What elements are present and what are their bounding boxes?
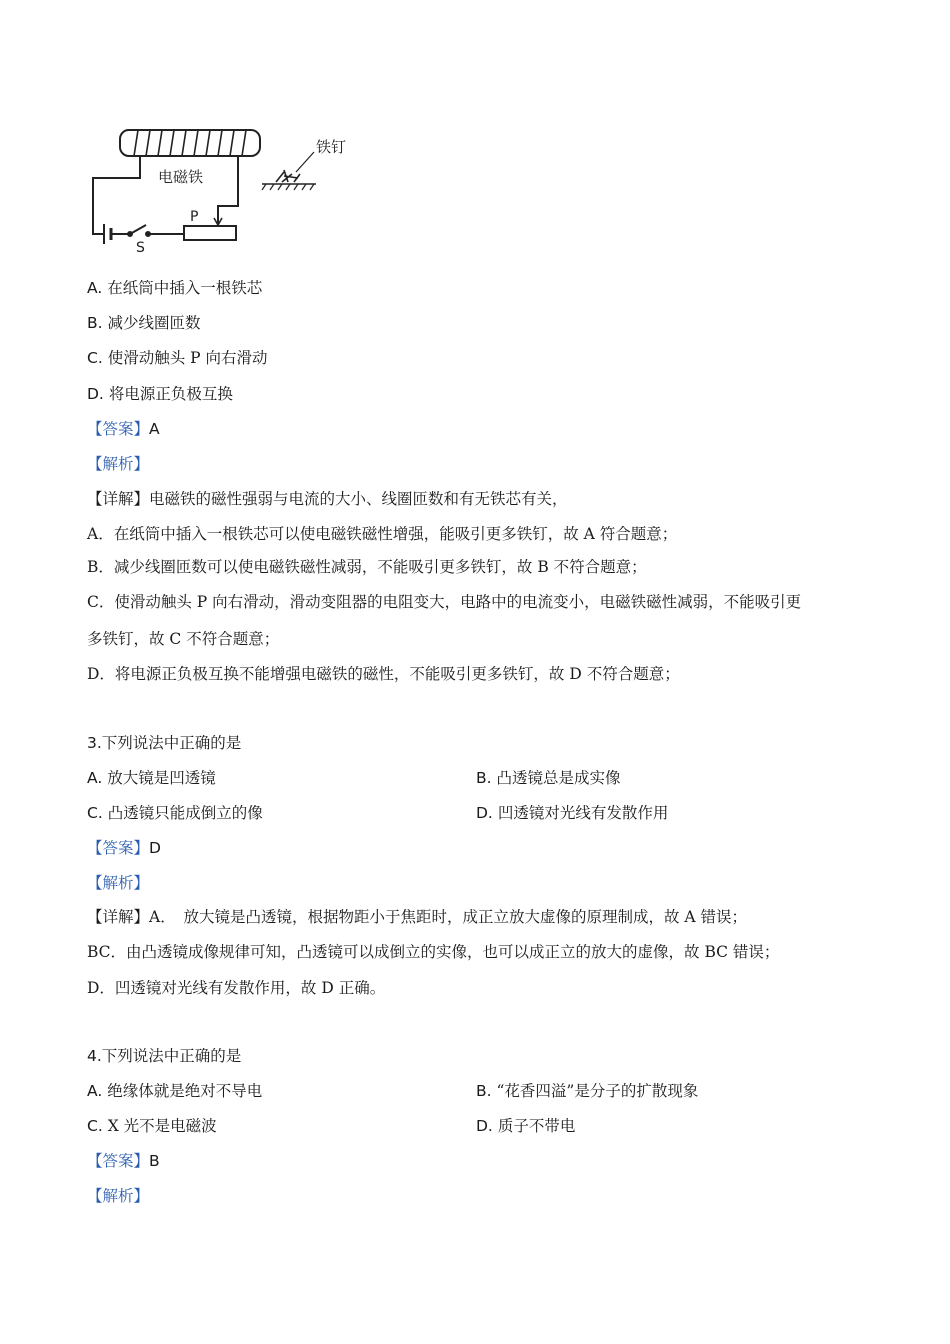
q3-option-a: A. 放大镜是凹透镜 [87,769,216,787]
surface-hatch [262,184,314,190]
q2-answer: 【答案】A [87,420,160,438]
rheostat [184,226,236,240]
circuit-diagram [88,122,360,260]
q2-detail-line: A．在纸筒中插入一根铁芯可以使电磁铁磁性增强，能吸引更多铁钉，故 A 符合题意； [87,525,678,543]
q2-detail-line: 多铁钉，故 C 不符合题意； [87,630,280,648]
q2-detail-line: C．使滑动触头 P 向右滑动，滑动变阻器的电阻变大，电路中的电流变小，电磁铁磁性减弱，不能吸引更 [87,593,802,611]
nail-label: 铁钉 [316,138,347,156]
q2-option-c: C. 使滑动触头 P 向右滑动 [87,349,268,367]
q2-option-a: A. 在纸筒中插入一根铁芯 [87,279,263,297]
q3-analysis-heading: 【解析】 [87,874,150,892]
q2-option-b: B. 减少线圈匝数 [87,314,201,332]
q2-analysis-heading: 【解析】 [87,455,150,473]
q2-option-d: D. 将电源正负极互换 [87,385,233,403]
q3-detail-line: D．凹透镜对光线有发散作用，故 D 正确。 [87,979,386,997]
q4-option-d: D. 质子不带电 [476,1117,576,1135]
q3-option-d: D. 凹透镜对光线有发散作用 [476,804,669,822]
coil-label: 电磁铁 [158,168,204,186]
nail-leader-line [296,152,314,172]
electromagnet-circuit-figure [88,122,360,260]
q4-option-c: C. X 光不是电磁波 [87,1117,217,1135]
q4-analysis-heading: 【解析】 [87,1187,150,1205]
wire-right [218,156,238,216]
q4-stem: 4.下列说法中正确的是 [87,1047,242,1065]
q3-answer: 【答案】D [87,839,161,857]
q3-option-c: C. 凸透镜只能成倒立的像 [87,804,263,822]
q3-detail-line: BC．由凸透镜成像规律可知，凸透镜可以成倒立的实像，也可以成正立的放大的虚像，故 BC 错误； [87,943,780,961]
q2-detail-line: 【详解】电磁铁的磁性强弱与电流的大小、线圈匝数和有无铁芯有关， [87,490,568,508]
slider-label: P [190,209,199,225]
q3-option-b: B. 凸透镜总是成实像 [476,769,621,787]
q4-option-a: A. 绝缘体就是绝对不导电 [87,1082,263,1100]
paper-tube [120,130,260,156]
coil-windings [134,130,246,156]
wire-left [93,156,140,234]
q3-detail-line: 【详解】A． 放大镜是凸透镜，根据物距小于焦距时，成正立放大虚像的原理制成，故 A 错误； [87,908,748,926]
q4-answer: 【答案】B [87,1152,160,1170]
switch-label: S [136,240,145,256]
q4-option-b: B. “花香四溢”是分子的扩散现象 [476,1082,699,1100]
q2-detail-line: D．将电源正负极互换不能增强电磁铁的磁性，不能吸引更多铁钉，故 D 不符合题意； [87,665,680,683]
switch-blade [130,225,146,234]
q2-detail-line: B．减少线圈匝数可以使电磁铁磁性减弱，不能吸引更多铁钉，故 B 不符合题意； [87,558,647,576]
q3-stem: 3.下列说法中正确的是 [87,734,242,752]
